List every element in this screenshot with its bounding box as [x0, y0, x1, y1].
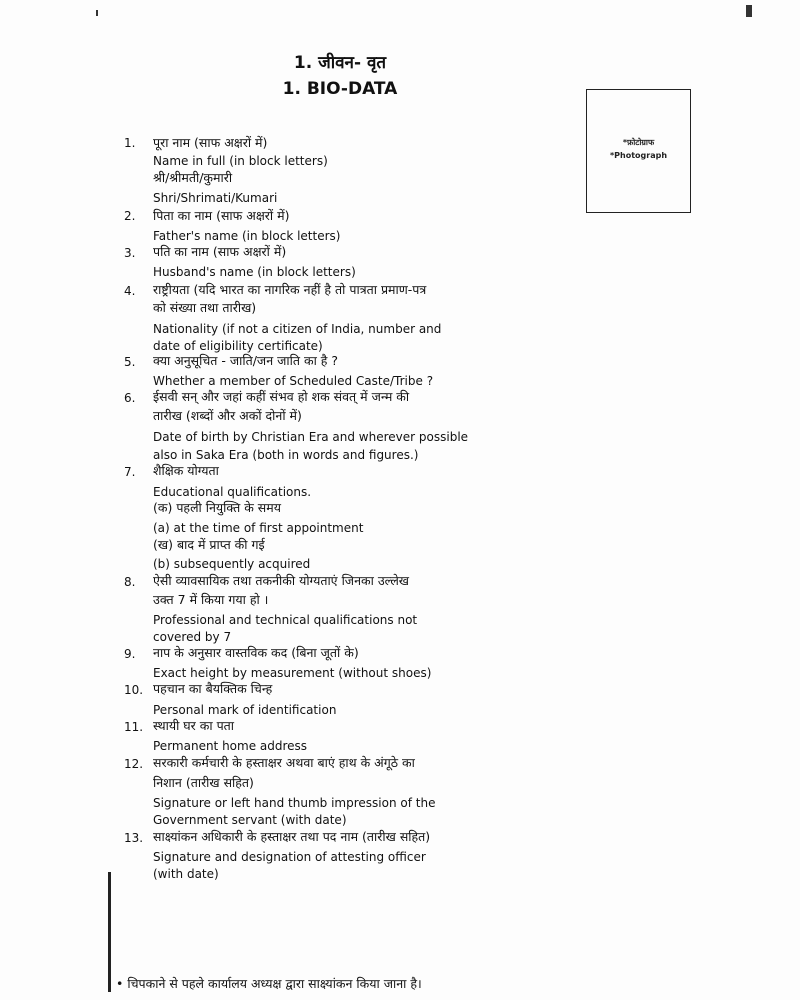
item-line: पति का नाम (साफ अक्षरों में)	[153, 244, 287, 259]
item-line: Date of birth by Christian Era and wherever possible	[153, 430, 469, 444]
item-line: Name in full (in block letters)	[153, 154, 328, 168]
item-number: 8.	[124, 575, 136, 589]
item-line: Government servant (with date)	[153, 813, 347, 827]
item-line: date of eligibility certificate)	[153, 339, 323, 353]
item-line: (ख) बाद में प्राप्त की गई	[153, 537, 265, 552]
item-number: 1.	[124, 136, 136, 150]
item-line: को संख्या तथा तारीख)	[153, 300, 257, 315]
item-number: 5.	[124, 355, 136, 369]
item-line: निशान (तारीख सहित)	[153, 775, 254, 790]
item-line: Personal mark of identification	[153, 703, 337, 717]
item-line: also in Saka Era (both in words and figures.)	[153, 448, 419, 462]
item-line: Father's name (in block letters)	[153, 229, 341, 243]
item-line: पिता का नाम (साफ अक्षरों में)	[153, 208, 290, 223]
photograph-box	[586, 89, 691, 213]
item-number: 11.	[124, 720, 144, 734]
item-line: पहचान का बैयक्तिक चिन्ह	[153, 681, 273, 696]
item-number: 13.	[124, 831, 144, 845]
title-english: 1. BIO-DATA	[282, 79, 398, 99]
item-line: ऐसी व्यावसायिक तथा तकनीकी योग्यताएं जिनका उल्लेख	[153, 573, 410, 588]
item-line: (with date)	[153, 867, 219, 881]
item-line: साक्ष्यांकन अधिकारी के हस्ताक्षर तथा पद नाम (तारीख सहित)	[153, 829, 431, 844]
scan-speck	[746, 5, 752, 17]
item-line: (a) at the time of first appointment	[153, 521, 364, 535]
item-number: 3.	[124, 246, 136, 260]
photograph-label-hindi: *फ़ोटोग्राफ	[622, 138, 655, 147]
item-number: 12.	[124, 757, 144, 771]
item-number: 9.	[124, 647, 136, 661]
item-line: राष्ट्रीयता (यदि भारत का नागरिक नहीं है तो पात्रता प्रमाण-पत्र	[153, 282, 427, 297]
item-line: नाप के अनुसार वास्तविक कद (बिना जूतों के)	[153, 645, 359, 660]
item-line: Whether a member of Scheduled Caste/Tribe ?	[153, 374, 434, 388]
item-line: Permanent home address	[153, 739, 308, 753]
item-number: 7.	[124, 465, 136, 479]
item-line: तारीख (शब्दों और अकों दोनों में)	[153, 408, 302, 423]
item-line: ईसवी सन् और जहां कहीं संभव हो शक संवत् में जन्म की	[153, 389, 410, 404]
photograph-label-english: *Photograph	[609, 151, 668, 160]
item-line: Shri/Shrimati/Kumari	[153, 191, 278, 205]
item-number: 6.	[124, 391, 136, 405]
item-line: क्या अनुसूचित - जाति/जन जाति का है ?	[153, 353, 339, 368]
footer-note: • चिपकाने से पहले कार्यालय अध्यक्ष द्वारा साक्ष्यांकन किया जाना है।	[116, 976, 422, 991]
item-number: 2.	[124, 209, 136, 223]
scan-speck	[96, 10, 98, 16]
item-line: उक्त 7 में किया गया हो ।	[153, 592, 269, 607]
item-line: Nationality (if not a citizen of India, number and	[153, 322, 442, 336]
title-hindi: 1. जीवन- वृत	[293, 53, 387, 73]
item-line: श्री/श्रीमती/कुमारी	[153, 170, 233, 185]
item-line: पूरा नाम (साफ अक्षरों में)	[153, 135, 268, 150]
margin-rule	[108, 872, 111, 992]
item-line: Professional and technical qualifications not	[153, 613, 418, 627]
item-line: Husband's name (in block letters)	[153, 265, 356, 279]
item-number: 10.	[124, 683, 144, 697]
item-number: 4.	[124, 284, 136, 298]
item-line: शैक्षिक योग्यता	[153, 463, 219, 478]
item-line: Exact height by measurement (without shoes)	[153, 666, 432, 680]
item-line: Signature and designation of attesting officer	[153, 850, 426, 864]
item-line: Educational qualifications.	[153, 485, 312, 499]
item-line: सरकारी कर्मचारी के हस्ताक्षर अथवा बाएं हाथ के अंगूठे का	[153, 755, 415, 770]
item-line: स्थायी घर का पता	[153, 718, 235, 733]
item-line: covered by 7	[153, 630, 232, 644]
item-line: (क) पहली नियुक्ति के समय	[153, 500, 281, 515]
item-line: Signature or left hand thumb impression of the	[153, 796, 436, 810]
item-line: (b) subsequently acquired	[153, 557, 311, 571]
